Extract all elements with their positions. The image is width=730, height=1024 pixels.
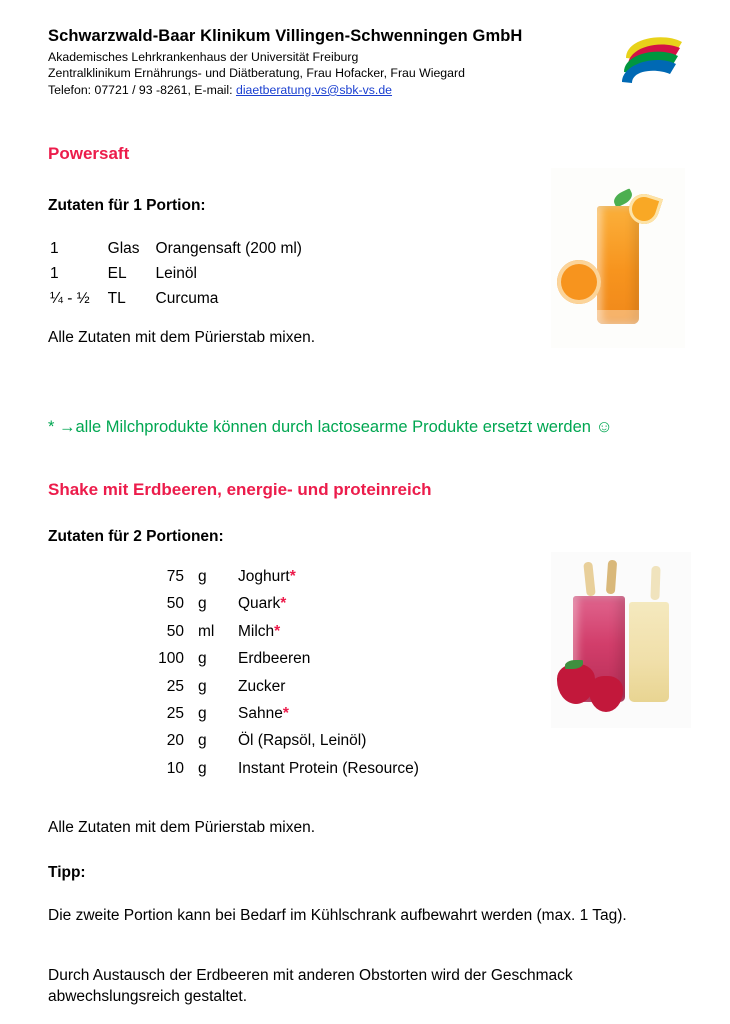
recipe-subtitle-shake: Zutaten für 2 Portionen: (48, 528, 224, 545)
footnote-star: * (274, 622, 281, 640)
ingredient-name-text: Erdbeeren (238, 650, 311, 668)
sbk-logo-icon (618, 30, 692, 88)
email-link[interactable]: diaetberatung.vs@sbk-vs.de (235, 82, 393, 97)
ingredient-qty: 1 (50, 265, 59, 282)
orange-juice-photo (551, 168, 685, 348)
recipe-title-powersaft: Powersaft (48, 144, 130, 163)
table-row (140, 676, 419, 703)
strawberry-shape (589, 676, 623, 712)
telephone-text: Telefon: 07721 / 93 -8261, E-mail: (48, 82, 236, 97)
table-row (140, 593, 419, 620)
tipp-text-storage: Die zweite Portion kann bei Bedarf im Kühlschrank aufbewahrt werden (max. 1 Tag). (48, 907, 627, 924)
table-row (140, 703, 419, 730)
ingredient-qty: ¼ - ½ (50, 290, 90, 307)
table-row (140, 730, 419, 757)
ingredient-qty: 50 (166, 622, 184, 640)
smiley-icon: ☺ (595, 416, 613, 436)
lactose-free-note (48, 415, 668, 440)
sbk-logo (618, 30, 692, 88)
table-row (140, 758, 419, 785)
organization-contact-line (48, 82, 686, 99)
ingredient-qty: 20 (166, 732, 184, 750)
footnote-star: * (289, 568, 296, 585)
ingredient-unit: g (198, 732, 207, 750)
orange-slice-left-shape (557, 260, 601, 304)
ingredient-name (238, 566, 419, 593)
ingredient-name: Curcuma (155, 290, 219, 307)
document-header (48, 26, 686, 98)
ingredient-name (238, 648, 419, 675)
ingredient-qty: 1 (50, 240, 59, 257)
ingredient-name-text: Milch (238, 622, 275, 640)
ingredient-unit: g (198, 568, 207, 585)
organization-line-1: Akademisches Lehrkrankenhaus der Universität Freiburg (48, 49, 359, 64)
recipe-title-shake: Shake mit Erdbeeren, energie- und proteinreich (48, 480, 432, 499)
table-row (140, 648, 419, 675)
ingredient-unit: EL (107, 265, 127, 282)
ingredient-qty: 25 (166, 704, 184, 722)
ingredient-name-text: Quark (238, 595, 281, 613)
ingredient-qty: 10 (166, 759, 184, 777)
footnote-star: * (282, 704, 289, 722)
ingredient-name-text: Zucker (238, 677, 286, 695)
organization-line-2: Zentralklinikum Ernährungs- und Diätberatung, Frau Hofacker, Frau Wiegard (48, 66, 465, 81)
ingredient-name (238, 730, 419, 757)
ingredient-qty: 50 (166, 595, 184, 613)
ingredient-table-powersaft (50, 238, 302, 313)
juice-glass-shape (597, 206, 639, 324)
footnote-star: * (280, 595, 287, 613)
ingredient-qty: 75 (166, 568, 184, 585)
ingredient-name (238, 703, 419, 730)
recipe-note-shake: Alle Zutaten mit dem Pürierstab mixen. (48, 819, 316, 836)
table-row (50, 288, 302, 313)
ingredient-name (238, 593, 419, 620)
tipp-heading: Tipp: (48, 864, 86, 881)
ingredient-name: Orangensaft (200 ml) (155, 240, 302, 257)
ingredient-unit: g (198, 704, 207, 722)
ingredient-unit: Glas (107, 240, 140, 257)
ingredient-unit: g (198, 677, 207, 695)
ingredient-table-shake (140, 566, 419, 785)
organization-name: Schwarzwald-Baar Klinikum Villingen-Schwenningen GmbH (48, 27, 523, 45)
ingredient-qty: 100 (158, 650, 184, 668)
table-row (140, 566, 419, 593)
ingredient-name (238, 621, 419, 648)
ingredient-unit: g (198, 759, 207, 777)
ingredient-name (238, 758, 419, 785)
lactose-note-text: * →alle Milchprodukte können durch lactosearme Produkte ersetzt werden (48, 417, 596, 436)
ingredient-name: Leinöl (155, 265, 197, 282)
ingredient-qty: 25 (166, 677, 184, 695)
ingredient-name (238, 676, 419, 703)
ingredient-unit: g (198, 595, 207, 613)
straw-icon (650, 566, 660, 600)
second-glass-shape (629, 602, 669, 702)
table-row (50, 263, 302, 288)
ingredient-name-text: Joghurt (238, 568, 290, 585)
ingredient-unit: g (198, 650, 207, 668)
strawberry-shake-photo (551, 552, 691, 728)
ingredient-name-text: Instant Protein (Resource) (238, 759, 419, 777)
ingredient-name-text: Sahne (238, 704, 283, 722)
straw-icon (583, 562, 596, 597)
table-row (140, 621, 419, 648)
recipe-subtitle-powersaft: Zutaten für 1 Portion: (48, 197, 206, 214)
ingredient-unit: TL (107, 290, 126, 307)
ingredient-name-text: Öl (Rapsöl, Leinöl) (238, 732, 367, 750)
recipe-note-powersaft: Alle Zutaten mit dem Pürierstab mixen. (48, 329, 316, 346)
tipp-text-variation: Durch Austausch der Erdbeeren mit anderen Obstorten wird der Geschmack abwechslungsreich gestaltet. (48, 967, 573, 1005)
straw-icon (606, 560, 617, 595)
ingredient-unit: ml (198, 622, 215, 640)
table-row (50, 238, 302, 263)
